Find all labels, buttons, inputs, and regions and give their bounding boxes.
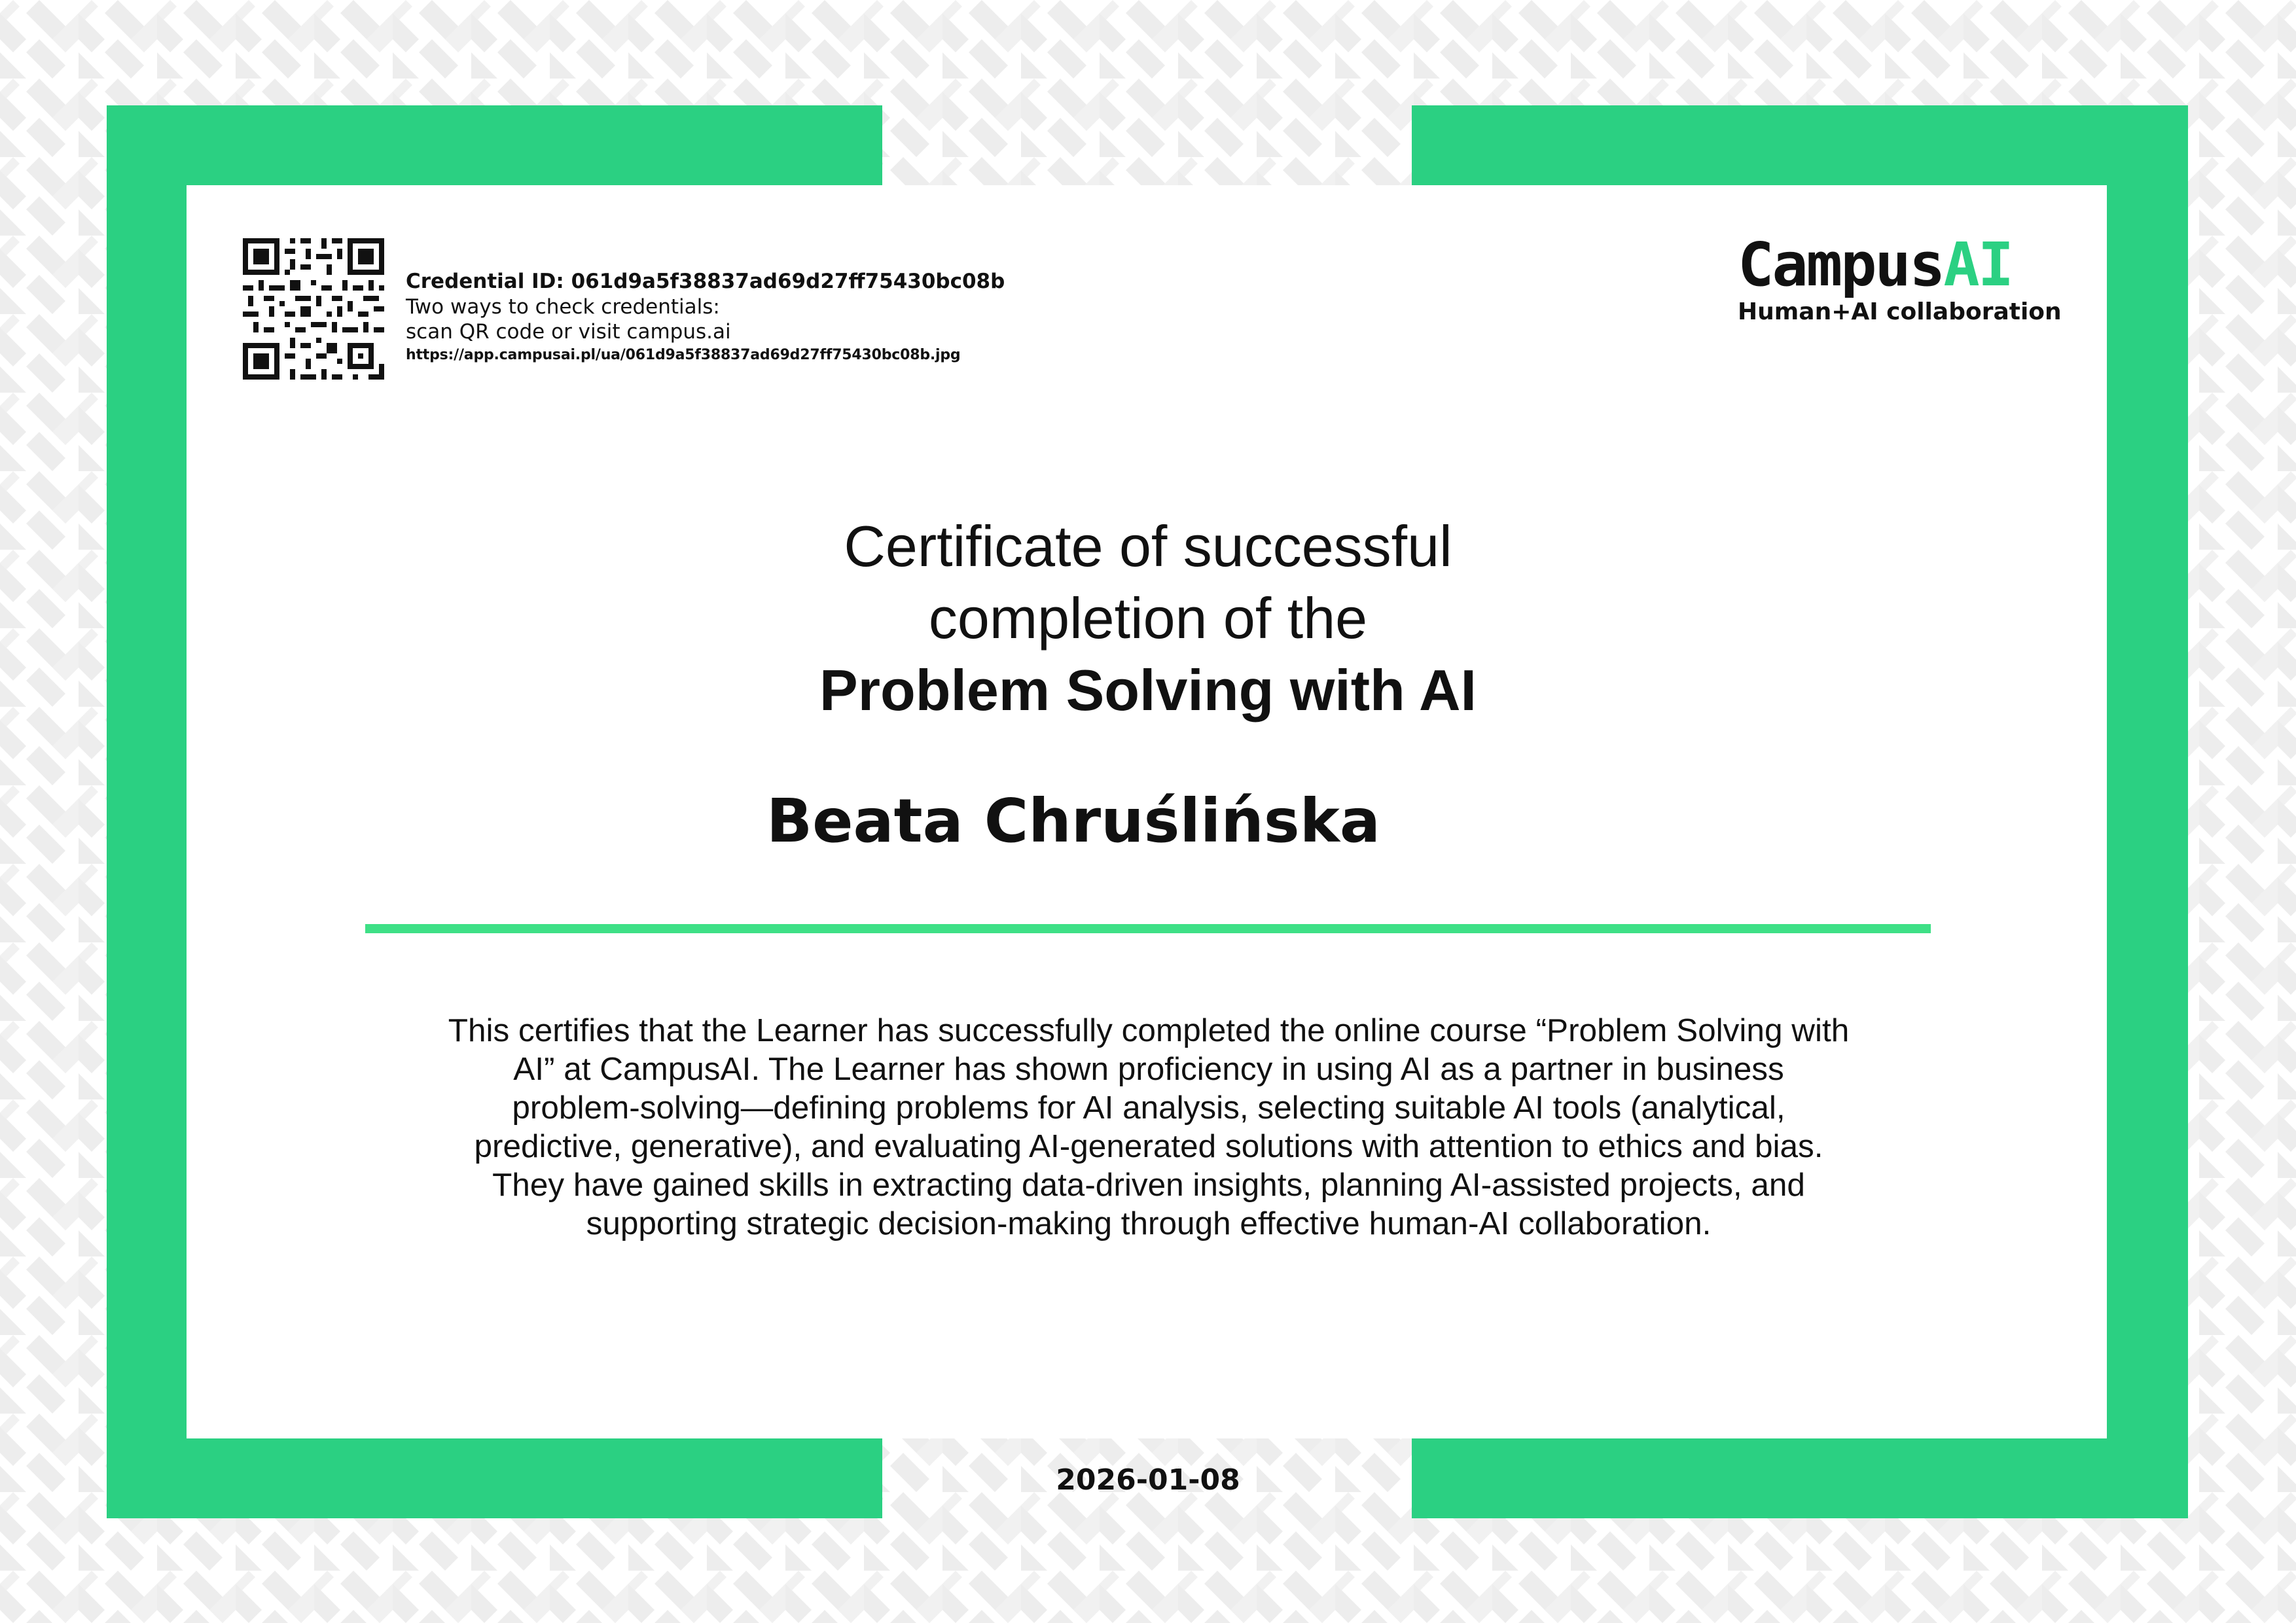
frame-left	[107, 105, 187, 1518]
course-name: Problem Solving with AI	[819, 658, 1477, 722]
credential-check-line-1: Two ways to check credentials:	[406, 295, 720, 319]
frame-right	[2107, 105, 2188, 1518]
frame-top-right	[1412, 105, 2188, 185]
credential-id: Credential ID: 061d9a5f38837ad69d27ff75430bc08b	[406, 270, 1005, 293]
title-line-2: completion of the	[928, 586, 1368, 651]
credential-info	[406, 268, 1047, 366]
frame-bottom-right	[1412, 1438, 2188, 1518]
campusai-logo	[1738, 230, 2062, 325]
title-divider	[365, 924, 1931, 933]
qr-code-icon[interactable]	[238, 233, 389, 385]
frame-top-left	[107, 105, 882, 185]
logo-word-main: Campus	[1738, 230, 1944, 300]
credential-url-link[interactable]: https://app.campusai.pl/ua/061d9a5f38837ad69d27ff75430bc08b.jpg	[406, 347, 961, 363]
credential-check-line-2: scan QR code or visit campus.ai	[406, 320, 731, 344]
logo-wordmark	[1738, 232, 2045, 298]
logo-tagline: Human+AI collaboration	[1738, 298, 2062, 325]
title-line-1: Certificate of successful	[844, 514, 1452, 579]
certificate-title	[0, 510, 2296, 726]
logo-word-accent: AI	[1943, 230, 2013, 300]
learner-name: Beata Chruślińska	[766, 786, 1380, 856]
frame-bottom-left	[107, 1438, 882, 1518]
issue-date: 2026-01-08	[1056, 1463, 1240, 1497]
certificate-description: This certifies that the Learner has successfully completed the online course “Problem Solving with AI” at CampusAI. The Learner has shown proficiency in using AI as a partner in business problem-solving—defining problems for AI analysis, selecting suitable AI tools (analytical, predictive, generative), and evaluating AI-generated solutions with attention to ethics and bias. They have gained skills in extracting data-driven insights, planning AI-assisted projects, and supporting strategic decision-making through effective human-AI collaboration.	[448, 1012, 1850, 1241]
